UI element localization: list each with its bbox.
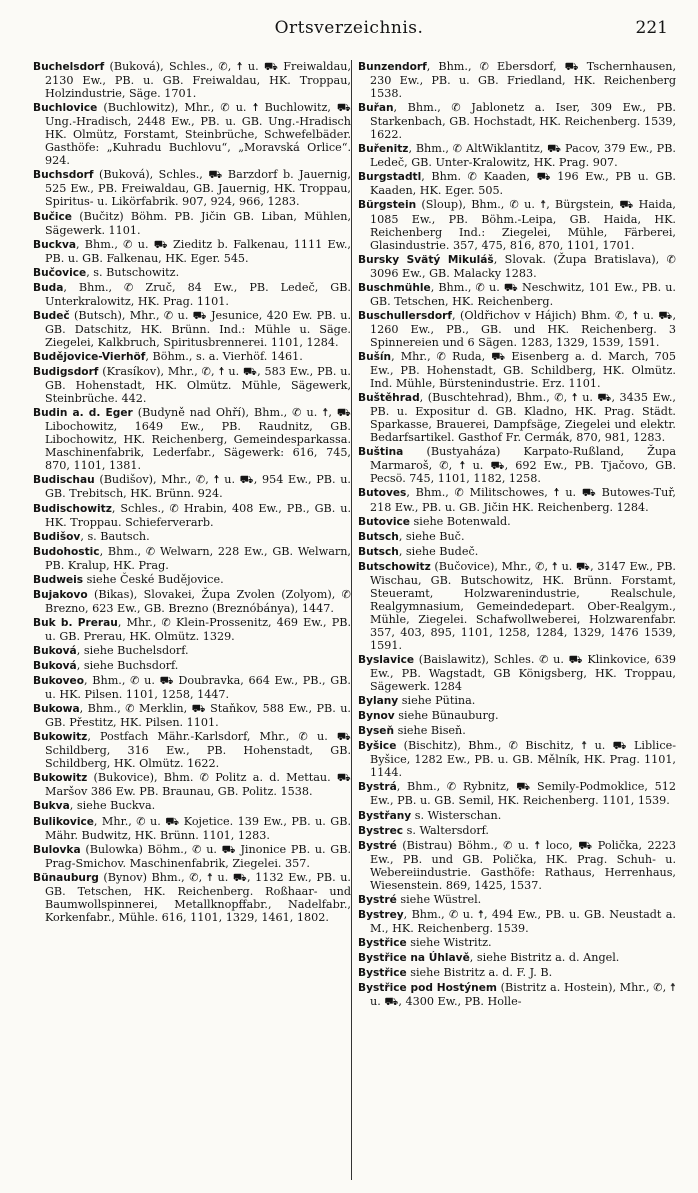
entry-text: (Sloup), Bhm., ✆ u. ☨, Bürgstein, ⛟ Haida, 1085 Ew., PB. Böhm.-Leipa, GB. Haida, HK. Reichenberg Ind.: Ziegelei, Mühle, Färberei, Glasindustrie. 357, 475, 816, 870, 1101, 1701.	[370, 198, 676, 252]
entry-headword: Bürgstein	[358, 199, 417, 212]
directory-entry	[33, 309, 351, 349]
directory-entry	[358, 908, 676, 935]
directory-entry	[33, 616, 351, 643]
entry-headword: Bukva	[33, 800, 70, 813]
entry-headword: Bystřice na Úhlavě	[358, 952, 470, 964]
entry-headword: Bulovka	[33, 843, 81, 856]
directory-entry	[358, 545, 676, 559]
entry-text: , siehe Budeč.	[398, 544, 479, 558]
entry-headword: Bulikovice	[33, 815, 94, 828]
entry-text: siehe Biseň.	[394, 724, 466, 738]
directory-entry	[358, 515, 676, 529]
directory-entry	[33, 843, 351, 870]
directory-entry	[33, 659, 351, 673]
entry-text: , Mhr., ✆ Ruda, ⛟ Eisenberg a. d. March, 705 Ew., PB. Hohenstadt, GB. Schildberg, HK. Olmütz. Ind. Mühle, Bürstenindustrie. Erz. 1101.	[370, 349, 676, 391]
entry-headword: Bukowa	[33, 703, 80, 716]
entry-text: , Bhm., ✆ Rybnitz, ⛟ Semily-Podmoklice, 512 Ew., PB. u. GB. Semil, HK. Reichenberg. 1101, 1539.	[370, 780, 676, 808]
entry-text: , Böhm., s. a. Vierhöf. 1461.	[145, 349, 303, 363]
directory-entry	[358, 530, 676, 544]
directory-entry	[33, 473, 351, 500]
entry-text: , Bhm., ✆ AltWiklantitz, ⛟ Pacov, 379 Ew., PB. Ledeč, GB. Unter-Kralowitz, HK. Prag. 907.	[370, 142, 676, 170]
entry-headword: Buckva	[33, 238, 76, 251]
entry-headword: Bystrey	[358, 908, 404, 921]
entry-text: , Bhm., ✆ u. ⛟ Neschwitz, 101 Ew., PB. u. GB. Tetschen, HK. Reichenberg.	[370, 280, 676, 308]
directory-entry	[358, 391, 676, 444]
entry-headword: Bünauburg	[33, 871, 99, 884]
entry-text: , Bhm., ✆ Zruč, 84 Ew., PB. Ledeč, GB. Unterkralowitz, HK. Prag. 1101.	[45, 280, 351, 308]
entry-text: (Buková), Schles., ✆, ☨ u. ⛟ Freiwaldau, 2130 Ew., PB. u. GB. Freiwaldau, HK. Troppau, Holzindustrie, Säge. 1701.	[45, 60, 351, 101]
directory-entry	[358, 809, 676, 823]
entry-headword: Buřenitz	[358, 143, 409, 156]
entry-text: siehe Pütina.	[398, 694, 476, 708]
entry-text: , Slovak. (Župa Bratislava), ✆ 3096 Ew., GB. Malacky 1283.	[370, 252, 676, 280]
entry-headword: Butsch	[358, 530, 399, 543]
entry-text: (Bustyaháza) Karpato-Rußland, Župa Marmaroš, ✆, ☨ u. ⛟, 692 Ew., PB. Tjačovo, GB. Pecsö. 745, 1101, 1182, 1258.	[370, 445, 676, 486]
directory-entry	[358, 893, 676, 907]
entry-headword: Byseň	[358, 725, 395, 738]
entry-text: siehe Bünauburg.	[394, 709, 499, 723]
directory-entry	[33, 815, 351, 842]
entry-headword: Bursky Svätý Mikuláš	[358, 253, 494, 266]
entry-text: (Baislawitz), Schles. ✆ u. ⛟ Klinkovice, 639 Ew., PB. Wagstadt, GB Königsberg, HK. Troppau, Sägewerk. 1284	[370, 653, 676, 694]
entry-text: , Bhm., ✆ Welwarn, 228 Ew., GB. Welwarn, PB. Kralup, HK. Prag.	[45, 544, 351, 572]
entry-text: , Mhr., ✆ Klein-Prossenitz, 469 Ew., PB. u. GB. Prerau, HK. Olmütz. 1329.	[45, 615, 352, 643]
directory-entry	[358, 653, 676, 693]
entry-text: , siehe Bistritz a. d. Angel.	[469, 951, 620, 964]
directory-entry	[358, 739, 676, 779]
directory-entry	[33, 238, 351, 265]
entry-text: (Buchlowitz), Mhr., ✆ u. ☨ Buchlowitz, ⛟ Ung.-Hradisch, 2448 Ew., PB. u. GB. Ung.-Hradisch HK. Olmütz, Forstamt, Steinbrüche, Schwefelbäder. Gasthöfe: „Kuhradu Buchlovu“, „Moravská Orlice“. 924.	[45, 101, 351, 168]
directory-entry	[33, 799, 351, 813]
directory-entry	[358, 281, 676, 308]
entry-headword: Buřan	[358, 102, 394, 115]
directory-entry	[358, 780, 676, 807]
directory-entry	[358, 142, 676, 169]
directory-entry	[358, 445, 676, 485]
directory-entry	[358, 486, 676, 513]
entry-text: s. Waltersdorf.	[403, 823, 489, 837]
entry-text: s. Wisterschan.	[411, 808, 502, 822]
entry-text: , (Oldřichov v Hájich) Bhm. ✆, ☨ u. ⛟, 1260 Ew., PB., GB. und HK. Reichenberg. 3 Spinnereien und 6 Sägen. 1283, 1329, 1539, 1591.	[370, 308, 676, 349]
directory-entry	[358, 966, 676, 980]
page-header	[0, 14, 698, 44]
entry-text: (Bynov) Bhm., ✆, ☨ u. ⛟, 1132 Ew., PB. u. GB. Tetschen, HK. Reichenberg. Roßhaar- und Baumwollspinnerei, Metallknopffabr., Nadelfabr., Korkenfabr., Mühle. 616, 1101, 1329, 1461, 1802.	[45, 870, 351, 924]
column-divider	[351, 60, 352, 1180]
entry-text: , Schles., ✆ Hrabin, 408 Ew., PB., GB. u. HK. Troppau. Schieferverarb.	[45, 501, 351, 529]
entry-text: (Bukovice), Bhm. ✆ Politz a. d. Mettau. ⛟ Maršov 386 Ew. PB. Braunau, GB. Politz. 1538.	[45, 771, 351, 799]
entry-text: , Bhm., ✆ Jablonetz a. Iser, 309 Ew., PB. Starkenbach, GB. Hochstadt, HK. Reichenberg. 1539, 1622.	[370, 101, 676, 142]
entry-headword: Burgstadtl	[358, 171, 422, 184]
entry-text: siehe Wüstrel.	[396, 892, 482, 906]
directory-entry	[33, 573, 351, 587]
directory-entry	[358, 101, 676, 141]
entry-text: , Bhm. ✆ Kaaden, ⛟ 196 Ew., PB u. GB. Kaaden, HK. Eger. 505.	[370, 170, 676, 198]
directory-entry	[358, 839, 676, 892]
entry-headword: Budischau	[33, 474, 95, 487]
directory-entry	[33, 702, 351, 729]
entry-text: (Bistritz a. Hostein), Mhr., ✆, ☨ u. ⛟, 4300 Ew., PB. Holle-	[370, 981, 676, 1009]
entry-text: , Bhm., ✆ u. ⛟ Zieditz b. Falkenau, 1111 Ew., PB. u. GB. Falkenau, HK. Eger. 545.	[45, 237, 351, 265]
directory-entry	[358, 198, 676, 251]
entry-headword: Bystré	[358, 893, 397, 906]
directory-entry	[33, 60, 351, 100]
entry-headword: Butoves	[358, 487, 407, 500]
entry-headword: Buk b. Prerau	[33, 616, 118, 629]
directory-entry	[358, 824, 676, 838]
directory-entry	[33, 730, 351, 770]
entry-headword: Butsch	[358, 545, 399, 558]
directory-entry	[33, 530, 351, 544]
entry-text: , Postfach Mähr.-Karlsdorf, Mhr., ✆ u. ⛟ Schildberg, 316 Ew., PB. Hohenstadt, GB. Schildberg, HK. Olmütz. 1622.	[45, 730, 351, 771]
entry-headword: Butschowitz	[358, 560, 431, 573]
directory-entry	[33, 266, 351, 280]
directory-entry	[358, 309, 676, 349]
entry-text: , Bhm., ✆ Ebersdorf, ⛟ Tschernhausen, 230 Ew., PB. u. GB. Friedland, HK. Reichenberg 1538.	[370, 60, 676, 101]
entry-text: (Budyně nad Ohří), Bhm., ✆ u. ☨, ⛟ Libochowitz, 1649 Ew., PB. Raudnitz, GB. Libochowitz, HK. Reichenberg, Gemeindesparkassa. Maschinenfabrik, Lederfabr., Sägewerk: 616, 745, 870, 1101, 1381.	[45, 406, 351, 473]
directory-entry	[33, 406, 351, 472]
entry-text: (Budišov), Mhr., ✆, ☨ u. ⛟, 954 Ew., PB. u. GB. Trebitsch, HK. Brünn. 924.	[45, 473, 351, 501]
directory-entry	[33, 644, 351, 658]
entry-headword: Bukowitz	[33, 731, 88, 744]
entry-headword: Buková	[33, 660, 77, 673]
entry-headword: Budeč	[33, 309, 70, 322]
entry-text: (Bikas), Slovakei, Župa Zvolen (Zolyom), ✆ Brezno, 623 Ew., GB. Brezno (Breznóbánya), 1447.	[45, 587, 351, 615]
entry-text: , Bhm., ✆ u. ☨, 494 Ew., PB. u. GB. Neustadt a. M., HK. Reichenberg. 1539.	[370, 907, 676, 935]
directory-entry	[358, 709, 676, 723]
page-number: 221	[635, 18, 668, 38]
entry-text: (Bučitz) Böhm. PB. Jičin GB. Liban, Mühlen, Sägewerk. 1101.	[45, 209, 351, 237]
entry-headword: Butovice	[358, 515, 410, 528]
entry-headword: Budigsdorf	[33, 366, 99, 379]
entry-headword: Buschullersdorf	[358, 309, 452, 322]
entry-headword: Bystré	[358, 839, 397, 852]
directory-entry	[358, 560, 676, 652]
entry-headword: Bunzendorf	[358, 61, 427, 73]
directory-entry	[33, 871, 351, 924]
entry-headword: Bynov	[358, 710, 395, 723]
right-column	[358, 60, 676, 1009]
entry-headword: Bukowitz	[33, 772, 88, 785]
entry-headword: Buštěhrad	[358, 392, 420, 405]
entry-text: (Bischitz), Bhm., ✆ Bischitz, ☨ u. ⛟ Liblice-Byšice, 1282 Ew., PB. u. GB. Mělník, HK. Prag. 1101, 1144.	[370, 739, 676, 780]
entry-headword: Budohostic	[33, 545, 100, 558]
entry-text: (Krasíkov), Mhr., ✆, ☨ u. ⛟, 583 Ew., PB. u. GB. Hohenstadt, HK. Olmütz. Mühle, Sägewerk, Steinbrüche. 442.	[45, 365, 351, 406]
entry-headword: Bystřice pod Hostýnem	[358, 982, 497, 995]
entry-headword: Bukoveo	[33, 675, 85, 688]
entry-text: siehe Botenwald.	[409, 514, 511, 528]
entry-text: , siehe Buckva.	[69, 799, 156, 813]
entry-text: , siehe Buč.	[398, 529, 465, 543]
entry-text: siehe České Budějovice.	[83, 572, 224, 586]
entry-text: , s. Bautsch.	[80, 529, 150, 543]
entry-text: , Bhm., ✆ Merklin, ⛟ Staňkov, 588 Ew., PB. u. GB. Přestitz, HK. Pilsen. 1101.	[45, 702, 351, 730]
entry-headword: Budějovice-Vierhöf	[33, 350, 146, 363]
entry-headword: Bystřany	[358, 809, 412, 822]
entry-headword: Bujakovo	[33, 588, 88, 601]
entry-text: , s. Butschowitz.	[86, 265, 180, 279]
directory-entry	[33, 281, 351, 308]
directory-entry	[358, 724, 676, 738]
entry-headword: Bylany	[358, 695, 399, 708]
entry-text: siehe Bistritz a. d. F. J. B.	[406, 966, 553, 980]
entry-text: (Bulowka) Böhm., ✆ u. ⛟ Jinonice PB. u. GB. Prag-Smichov. Maschinenfabrik, Ziegelei. 357.	[45, 842, 351, 870]
entry-text: , Bhm., ✆ Militschowes, ☨ u. ⛟ Butowes-Tuř, 218 Ew., PB. u. GB. Jičin HK. Reichenberg. 1284.	[370, 486, 676, 514]
entry-text: (Bistrau) Böhm., ✆ u. ☨ loco, ⛟ Polička, 2223 Ew., PB. und GB. Polička, HK. Prag. Schuh- u. Webereiindustrie. Gasthöfe: Rathaus, Herrenhaus, Wiesenstein. 869, 1425, 1537.	[370, 838, 676, 892]
entry-text: , siehe Buchsdorf.	[76, 659, 179, 673]
entry-headword: Budischowitz	[33, 502, 112, 515]
entry-text: siehe Wistritz.	[406, 935, 492, 949]
directory-entry	[358, 170, 676, 197]
entry-headword: Bystřice	[358, 936, 407, 949]
directory-entry	[358, 981, 676, 1008]
directory-entry	[358, 936, 676, 950]
entry-headword: Buchelsdorf	[33, 61, 105, 73]
entry-headword: Bystrec	[358, 824, 404, 837]
directory-entry	[33, 771, 351, 798]
entry-headword: Buština	[358, 446, 404, 459]
entry-headword: Byslavice	[358, 654, 415, 667]
entry-headword: Buda	[33, 281, 64, 294]
entry-headword: Buschmühle	[358, 281, 431, 294]
directory-entry	[33, 588, 351, 615]
directory-entry	[358, 253, 676, 280]
entry-headword: Buchsdorf	[33, 169, 94, 182]
entry-headword: Bušín	[358, 350, 392, 363]
directory-entry	[33, 210, 351, 237]
directory-entry	[358, 60, 676, 100]
directory-entry	[33, 101, 351, 167]
entry-text: , Bhm., ✆ u. ⛟ Doubravka, 664 Ew., PB., GB. u. HK. Pilsen. 1101, 1258, 1447.	[45, 674, 351, 702]
entry-headword: Budin a. d. Eger	[33, 407, 133, 420]
entry-text: (Butsch), Mhr., ✆ u. ⛟ Jesunice, 420 Ew. PB. u. GB. Datschitz, HK. Brünn. Ind.: Mühle u. Säge. Ziegelei, Kalkbruch, Spiritusbrennerei. 1101, 1284.	[45, 308, 351, 349]
page-title: Ortsverzeichnis.	[274, 18, 424, 38]
directory-entry	[33, 168, 351, 208]
entry-text: (Buková), Schles., ⛟ Barzdorf b. Jauernig, 525 Ew., PB. Freiwaldau, GB. Jauernig, HK. Troppau, Spiritus- u. Likörfabrik. 907, 924, 966, 1283.	[45, 168, 351, 209]
directory-entry	[358, 694, 676, 708]
directory-entry	[33, 502, 351, 529]
entry-headword: Bučovice	[33, 266, 87, 279]
entry-text: , (Buschtehrad), Bhm., ✆, ☨ u. ⛟, 3435 Ew., PB. u. Expositur d. GB. Kladno, HK. Prag. Städt. Sparkasse, Brauerei, Dampfsäge, Ziegelei und elektr. Bedarfsartikel. Gasthof Fr. Cermák, 870, 981, 1283.	[370, 391, 676, 445]
entry-headword: Buchlovice	[33, 102, 98, 115]
directory-entry	[358, 350, 676, 390]
entry-headword: Bystrá	[358, 781, 397, 794]
left-column	[33, 60, 351, 925]
directory-entry	[33, 674, 351, 701]
directory-entry	[33, 350, 351, 364]
entry-headword: Budišov	[33, 530, 81, 543]
directory-entry	[33, 365, 351, 405]
entry-headword: Byšice	[358, 740, 397, 753]
entry-headword: Buková	[33, 644, 77, 657]
entry-headword: Bučice	[33, 210, 72, 223]
entry-text: , Mhr., ✆ u. ⛟ Kojetice. 139 Ew., PB. u. GB. Mähr. Budwitz, HK. Brünn. 1101, 1283.	[45, 814, 351, 842]
entry-headword: Budweis	[33, 573, 84, 586]
entry-text: , siehe Buchelsdorf.	[76, 643, 189, 657]
entry-text: (Bučovice), Mhr., ✆, ☨ u. ⛟, 3147 Ew., PB. Wischau, GB. Butschowitz, HK. Brünn. Forstamt, Steueramt, Holzwarenindustrie, Realschule, Realgymnasium, Gemeindedepart. Ober-Realgym., Mühle, Ziegelei. Schafwollweberei, Holzwarenfabr. 357, 403, 895, 1101, 1258, 1284, 1329, 1476 1539, 1591.	[370, 559, 676, 652]
directory-entry	[33, 545, 351, 572]
directory-entry	[358, 951, 676, 965]
entry-headword: Bystřice	[358, 967, 407, 980]
